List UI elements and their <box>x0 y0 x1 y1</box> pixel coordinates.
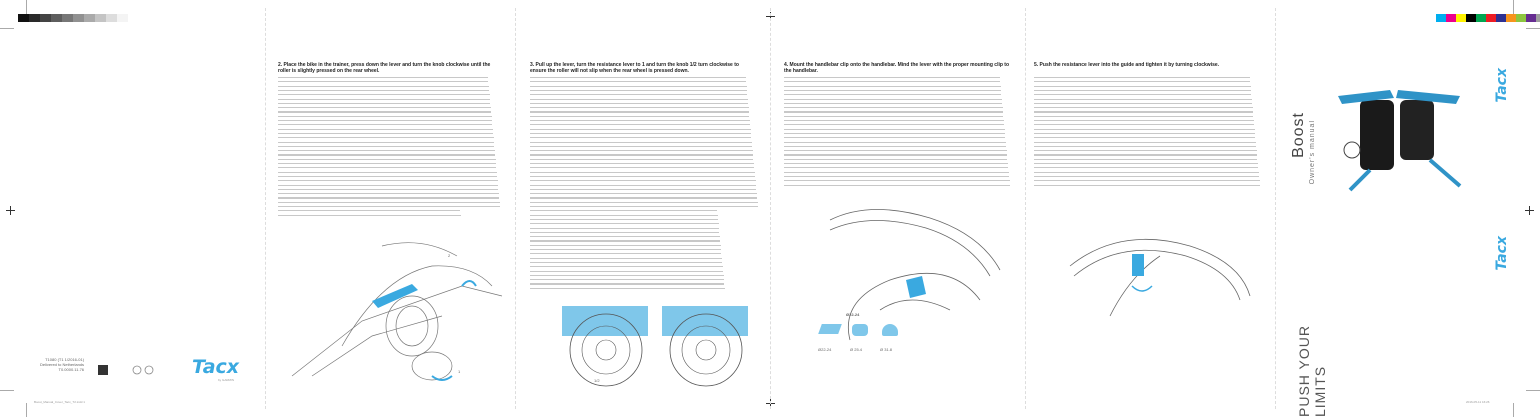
product-name: Boost <box>1290 112 1307 158</box>
text-line <box>1034 124 1254 125</box>
gray-swatch <box>73 14 84 22</box>
text-line <box>530 120 750 121</box>
gray-swatch <box>40 14 51 22</box>
text-line <box>1034 90 1251 91</box>
color-swatch <box>1446 14 1456 22</box>
step-4-multilingual-text <box>784 76 1012 186</box>
text-line <box>530 223 719 224</box>
gray-swatch <box>95 14 106 22</box>
text-line <box>530 167 754 168</box>
text-line <box>530 129 751 130</box>
back-address <box>40 357 84 372</box>
text-line <box>784 99 1002 100</box>
text-line <box>530 111 749 112</box>
fold-line <box>1275 8 1276 409</box>
text-line <box>278 180 498 181</box>
text-line <box>784 180 1010 181</box>
text-line <box>530 172 755 173</box>
clip-medium-icon <box>852 324 868 336</box>
crop-mark <box>1526 28 1540 29</box>
text-line <box>530 266 723 267</box>
text-line <box>1034 176 1259 177</box>
text-line <box>278 77 488 78</box>
step-2-title: 2. Place the bike in the trainer, press down the lever and turn the knob clockwise until the roller is slightly pressed on the rear wheel. <box>278 62 491 74</box>
text-line <box>784 116 1003 117</box>
text-line <box>784 150 1007 151</box>
qr-code-icon <box>98 365 108 375</box>
gray-scale-bar <box>18 14 128 22</box>
logo-sub: by GARMIN <box>218 378 235 382</box>
text-line <box>530 275 724 276</box>
text-line <box>530 86 747 87</box>
text-line <box>784 107 1003 108</box>
text-line <box>1034 180 1260 181</box>
color-swatch <box>1516 14 1526 22</box>
text-line <box>530 77 746 78</box>
text-line <box>278 124 492 125</box>
text-line <box>784 120 1004 121</box>
text-line <box>1034 129 1255 130</box>
color-scale-bar <box>1436 14 1540 22</box>
text-line <box>1034 133 1255 134</box>
text-line <box>530 219 718 220</box>
figure-label: Ø22-24 <box>818 347 832 352</box>
text-line <box>278 176 497 177</box>
text-line <box>530 94 747 95</box>
address-line: T0.0000.11.76 <box>58 367 85 372</box>
text-line <box>1034 94 1251 95</box>
text-line <box>530 107 749 108</box>
text-line <box>530 124 750 125</box>
text-line <box>278 120 492 121</box>
text-line <box>784 159 1007 160</box>
text-line <box>784 81 1000 82</box>
text-line <box>530 159 753 160</box>
step-2-illustration <box>282 226 510 384</box>
text-line <box>278 163 496 164</box>
text-line <box>278 99 490 100</box>
text-line <box>278 116 492 117</box>
text-line <box>278 210 460 211</box>
text-line <box>278 111 491 112</box>
text-line <box>1034 150 1257 151</box>
fold-line <box>265 8 266 409</box>
text-line <box>278 94 490 95</box>
text-line <box>278 142 494 143</box>
gray-swatch <box>106 14 117 22</box>
slug-left: Boost_Manual_Cover_Tacx_T2.indd 1 <box>34 400 85 404</box>
color-swatch <box>1436 14 1446 22</box>
text-line <box>530 202 758 203</box>
figure-label: Ø22-24 <box>846 312 860 317</box>
text-line <box>530 180 756 181</box>
text-line <box>784 154 1007 155</box>
text-line <box>278 189 498 190</box>
text-line <box>530 228 719 229</box>
color-swatch <box>1456 14 1466 22</box>
gray-swatch <box>29 14 40 22</box>
text-line <box>1034 163 1258 164</box>
text-line <box>530 210 717 211</box>
step-5-illustration <box>1060 196 1260 326</box>
address-line: T1080 (T1 1/2016-01) <box>45 357 85 362</box>
tagline: PUSH YOUR LIMITS <box>1296 325 1328 417</box>
text-line <box>278 159 496 160</box>
text-line <box>784 146 1006 147</box>
text-line <box>530 279 724 280</box>
text-line <box>530 236 720 237</box>
text-line <box>278 103 490 104</box>
color-swatch <box>1526 14 1536 22</box>
color-swatch <box>1466 14 1476 22</box>
address-line: Delivered to Netherlands <box>40 362 85 367</box>
crop-mark <box>1513 403 1514 417</box>
text-line <box>1034 137 1255 138</box>
text-line <box>530 193 757 194</box>
text-line <box>278 197 499 198</box>
color-swatch <box>1536 14 1540 22</box>
clip-large-icon <box>882 324 898 336</box>
text-line <box>530 137 751 138</box>
text-line <box>530 103 748 104</box>
text-line <box>278 167 496 168</box>
text-line <box>530 271 723 272</box>
text-line <box>278 193 499 194</box>
step-3-multilingual-text <box>530 76 758 292</box>
text-line <box>784 86 1001 87</box>
text-line <box>1034 116 1253 117</box>
text-line <box>530 262 722 263</box>
text-line <box>530 215 718 216</box>
text-line <box>530 163 754 164</box>
text-line <box>278 107 491 108</box>
text-line <box>278 129 493 130</box>
figure-label: Ø 25.4 <box>850 347 863 352</box>
text-line <box>784 90 1001 91</box>
text-line <box>278 137 494 138</box>
text-line <box>278 202 500 203</box>
text-line <box>1034 77 1250 78</box>
text-line <box>1034 81 1250 82</box>
text-line <box>1034 86 1251 87</box>
text-line <box>784 185 1010 186</box>
text-line <box>1034 120 1254 121</box>
text-line <box>784 133 1005 134</box>
step-4-title: 4. Mount the handlebar clip onto the handlebar. Mind the lever with the proper mounting clip to the handlebar. <box>784 62 1010 74</box>
clip-small-icon <box>818 324 842 334</box>
text-line <box>278 90 489 91</box>
text-line <box>278 185 498 186</box>
text-line <box>784 77 1000 78</box>
crop-mark <box>26 403 27 417</box>
text-line <box>530 245 721 246</box>
tacx-logo: Tacx <box>1494 68 1510 103</box>
text-line <box>530 81 746 82</box>
text-line <box>1034 107 1253 108</box>
text-line <box>278 146 494 147</box>
text-line <box>530 150 753 151</box>
color-swatch <box>1506 14 1516 22</box>
text-line <box>530 258 722 259</box>
step-2-multilingual-text <box>278 76 500 218</box>
step-5-title: 5. Push the resistance lever into the guide and tighten it by turning clockwise. <box>1034 62 1220 68</box>
step-3-title: 3. Pull up the lever, turn the resistance lever to 1 and turn the knob 1/2 turn clockwise to ensure the roller will not slip when the rear wheel is pressed down. <box>530 62 739 74</box>
color-swatch <box>1476 14 1486 22</box>
text-line <box>530 206 758 207</box>
text-line <box>530 232 719 233</box>
text-line <box>530 185 756 186</box>
text-line <box>530 176 755 177</box>
text-line <box>278 154 495 155</box>
step-4-illustration <box>810 200 1020 350</box>
text-line <box>530 142 752 143</box>
text-line <box>784 176 1009 177</box>
text-line <box>530 283 724 284</box>
text-line <box>1034 185 1260 186</box>
text-line <box>278 133 493 134</box>
color-swatch <box>1486 14 1496 22</box>
text-line <box>1034 172 1259 173</box>
text-line <box>784 163 1008 164</box>
text-line <box>1034 111 1253 112</box>
text-line <box>278 215 461 216</box>
tacx-logo: Tacx <box>192 356 240 378</box>
fold-line <box>515 8 516 409</box>
gray-swatch <box>51 14 62 22</box>
text-line <box>530 90 747 91</box>
text-line <box>784 172 1009 173</box>
text-line <box>530 197 757 198</box>
text-line <box>784 111 1003 112</box>
text-line <box>530 116 749 117</box>
text-line <box>1034 167 1258 168</box>
text-line <box>278 86 489 87</box>
trainer-photo <box>1330 60 1480 200</box>
color-swatch <box>1496 14 1506 22</box>
gray-swatch <box>18 14 29 22</box>
crop-mark <box>1526 390 1540 391</box>
text-line <box>1034 146 1256 147</box>
figure-label: Ø 31.8 <box>880 347 893 352</box>
gray-swatch <box>117 14 128 22</box>
registration-mark-icon <box>1525 206 1534 215</box>
recycle-icon <box>132 365 156 375</box>
step-5-multilingual-text <box>1034 76 1262 188</box>
fold-line <box>1025 8 1026 409</box>
crop-mark <box>26 0 27 14</box>
text-line <box>278 150 495 151</box>
text-line <box>278 206 500 207</box>
text-line <box>278 81 488 82</box>
figure-label: 1/2 <box>594 378 600 383</box>
text-line <box>784 124 1004 125</box>
fold-line <box>770 8 771 409</box>
text-line <box>530 99 748 100</box>
text-line <box>1034 103 1252 104</box>
text-line <box>784 142 1006 143</box>
text-line <box>530 253 721 254</box>
step-3-illustration <box>560 298 756 390</box>
crop-mark <box>0 28 14 29</box>
text-line <box>530 133 751 134</box>
text-line <box>278 172 497 173</box>
tacx-logo: Tacx <box>1494 236 1510 271</box>
gray-swatch <box>84 14 95 22</box>
crop-mark <box>1513 0 1514 14</box>
text-line <box>530 189 756 190</box>
text-line <box>530 249 721 250</box>
text-line <box>784 129 1005 130</box>
text-line <box>530 240 720 241</box>
text-line <box>784 103 1002 104</box>
text-line <box>784 137 1005 138</box>
text-line <box>1034 99 1252 100</box>
text-line <box>1034 159 1257 160</box>
registration-mark-icon <box>6 206 15 215</box>
text-line <box>784 167 1008 168</box>
text-line <box>530 154 753 155</box>
crop-mark <box>0 390 14 391</box>
slug-right: 2016-05-11 16:26 <box>1466 400 1490 404</box>
text-line <box>530 146 752 147</box>
manual-subtitle: Owner's manual <box>1309 120 1316 185</box>
figure-label: 1 <box>458 369 461 374</box>
text-line <box>1034 142 1256 143</box>
text-line <box>1034 154 1257 155</box>
text-line <box>530 288 725 289</box>
gray-swatch <box>62 14 73 22</box>
text-line <box>784 94 1001 95</box>
figure-label: 2 <box>448 253 451 258</box>
